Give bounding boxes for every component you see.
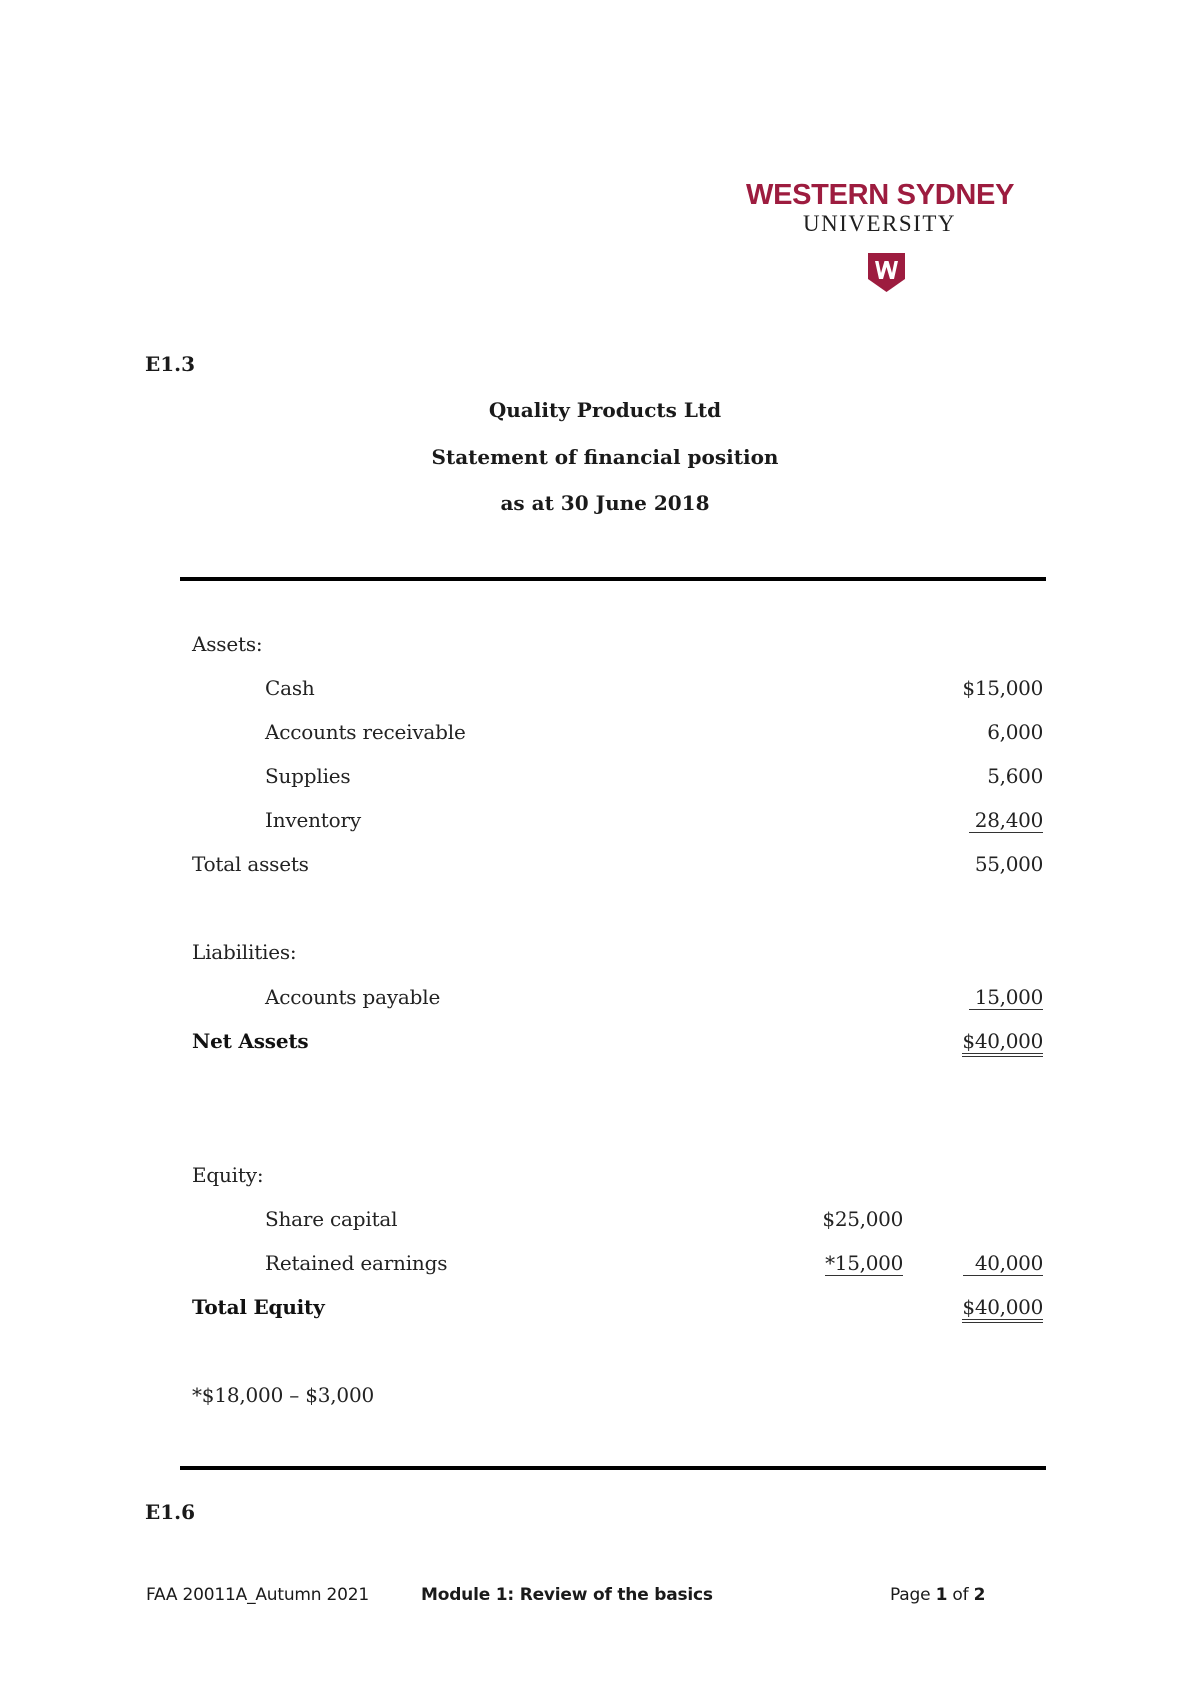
equity-amount-underlined: 40,000 [962,1251,1043,1275]
logo-western-sydney: WESTERN SYDNEY [746,179,1015,211]
footer-page [890,1585,985,1605]
section-divider [180,1466,1046,1470]
asset-label: Accounts receivable [265,720,466,744]
total-assets-amount: 55,000 [974,852,1043,876]
asset-amount: 5,600 [987,764,1043,788]
asset-label: Inventory [265,808,361,832]
equity-sub-amount-underlined: *15,000 [825,1251,903,1275]
page-of: of [947,1585,974,1605]
asset-amount: 6,000 [987,720,1043,744]
asset-label: Supplies [265,764,351,788]
net-assets-amount: $40,000 [962,1029,1043,1057]
exercise-id: E1.3 [145,352,196,376]
footer-course: FAA 20011A_Autumn 2021 [146,1585,370,1605]
equity-sub-amount: $25,000 [822,1207,903,1231]
equity-heading: Equity: [192,1163,264,1187]
total-assets-label: Total assets [192,852,309,876]
page-prefix: Page [890,1585,936,1605]
shield-logo-icon [868,253,905,292]
statement-date: as at 30 June 2018 [500,491,710,515]
page-current: 1 [935,1585,948,1605]
total-equity-amount: $40,000 [962,1295,1043,1323]
footnote: *$18,000 – $3,000 [192,1383,375,1407]
logo-university: UNIVERSITY [803,211,956,236]
liability-amount-underlined: 15,000 [968,985,1043,1009]
asset-label: Cash [265,676,315,700]
asset-amount-underlined: 28,400 [968,808,1043,832]
total-equity-label: Total Equity [192,1295,325,1319]
net-assets-label: Net Assets [192,1029,309,1053]
liabilities-heading: Liabilities: [192,940,297,964]
page-total: 2 [973,1585,986,1605]
assets-heading: Assets: [192,632,263,656]
exercise-id: E1.6 [145,1500,196,1524]
statement-title: Statement of financial position [431,445,779,469]
equity-label: Retained earnings [265,1251,448,1275]
section-divider [180,577,1046,581]
asset-amount: $15,000 [962,676,1043,700]
footer-module: Module 1: Review of the basics [421,1585,713,1605]
company-name: Quality Products Ltd [488,398,722,422]
equity-label: Share capital [265,1207,398,1231]
liability-label: Accounts payable [265,985,441,1009]
